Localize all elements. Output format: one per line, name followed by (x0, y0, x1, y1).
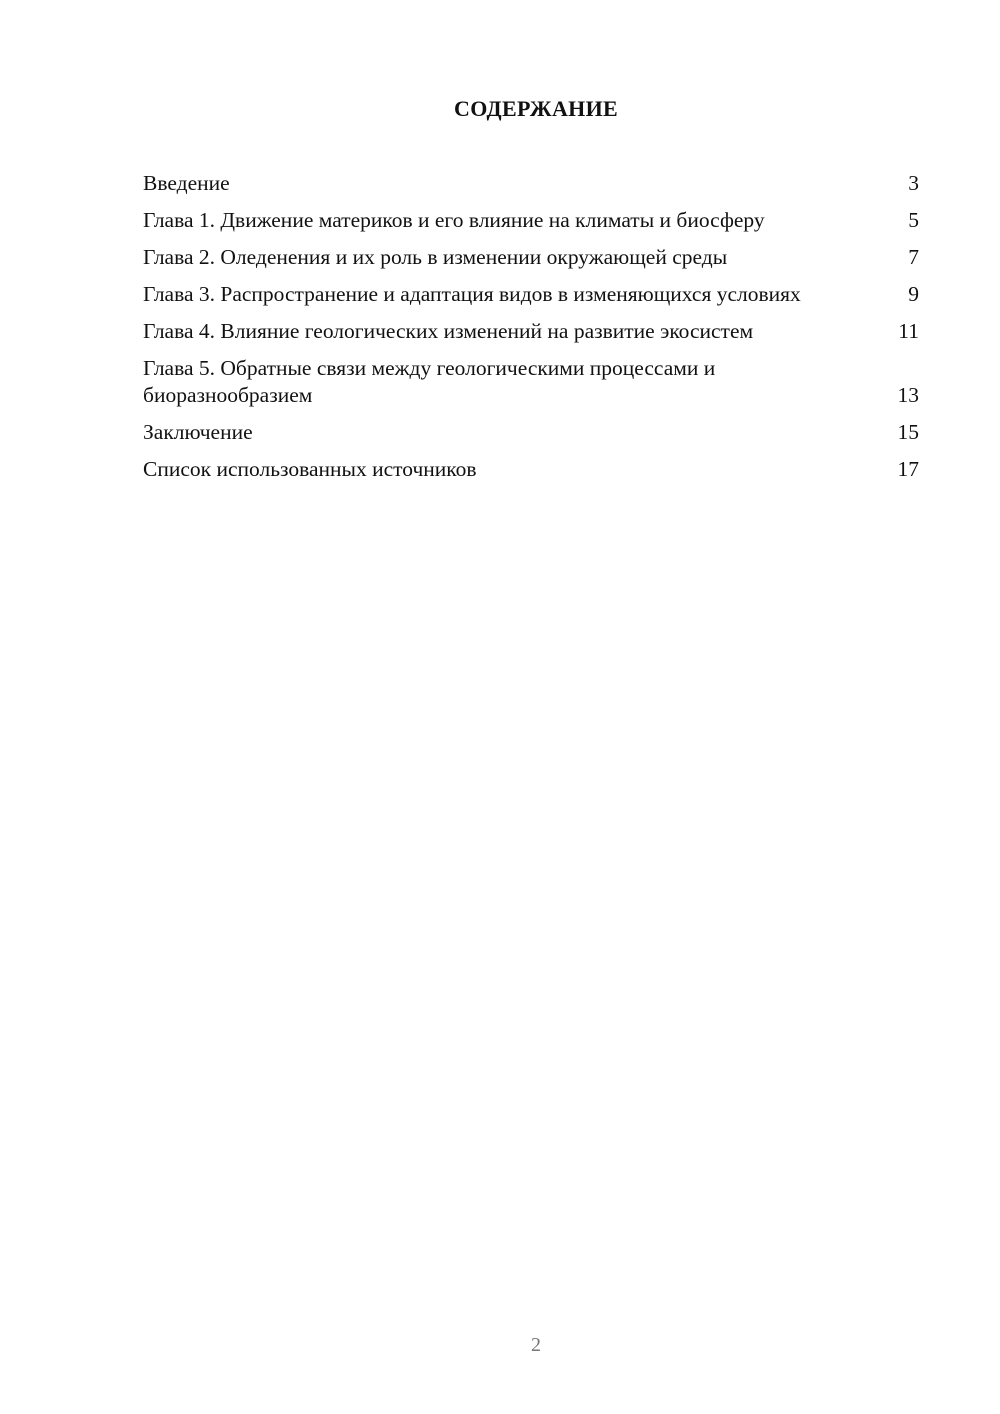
toc-entry-title: Глава 5. Обратные связи между геологическими процессами и биоразнообразием (143, 356, 716, 407)
toc-entry-page: 3 (908, 171, 919, 195)
toc-entry-chapter-5[interactable] (143, 355, 919, 409)
toc-entry-title: Введение (143, 171, 230, 195)
toc-entry-title: Глава 4. Влияние геологических изменений на развитие экосистем (143, 319, 754, 343)
toc-entry-page: 11 (898, 319, 919, 343)
table-of-contents (143, 170, 919, 493)
toc-entry-chapter-4[interactable] (143, 318, 919, 345)
page-number: 2 (531, 1334, 541, 1356)
toc-title: СОДЕРЖАНИЕ (454, 96, 618, 121)
toc-entry-title: Список использованных источников (143, 457, 477, 481)
toc-entry-title: Заключение (143, 420, 253, 444)
toc-entry-title: Глава 3. Распространение и адаптация видов в изменяющихся условиях (143, 282, 801, 306)
toc-entry-conclusion[interactable] (143, 419, 919, 446)
toc-entry-chapter-2[interactable] (143, 244, 919, 271)
toc-entry-introduction[interactable] (143, 170, 919, 197)
toc-entry-page: 5 (908, 208, 919, 232)
toc-entry-page: 7 (908, 245, 919, 269)
toc-entry-title: Глава 1. Движение материков и его влияние на климаты и биосферу (143, 208, 765, 232)
toc-entry-references[interactable] (143, 456, 919, 483)
toc-entry-page: 17 (897, 457, 919, 481)
toc-entry-page: 13 (897, 383, 919, 407)
toc-entry-chapter-1[interactable] (143, 207, 919, 234)
toc-entry-title: Глава 2. Оледенения и их роль в изменении окружающей среды (143, 245, 728, 269)
toc-entry-page: 9 (908, 282, 919, 306)
toc-entry-chapter-3[interactable] (143, 281, 919, 308)
toc-entry-page: 15 (897, 420, 919, 444)
